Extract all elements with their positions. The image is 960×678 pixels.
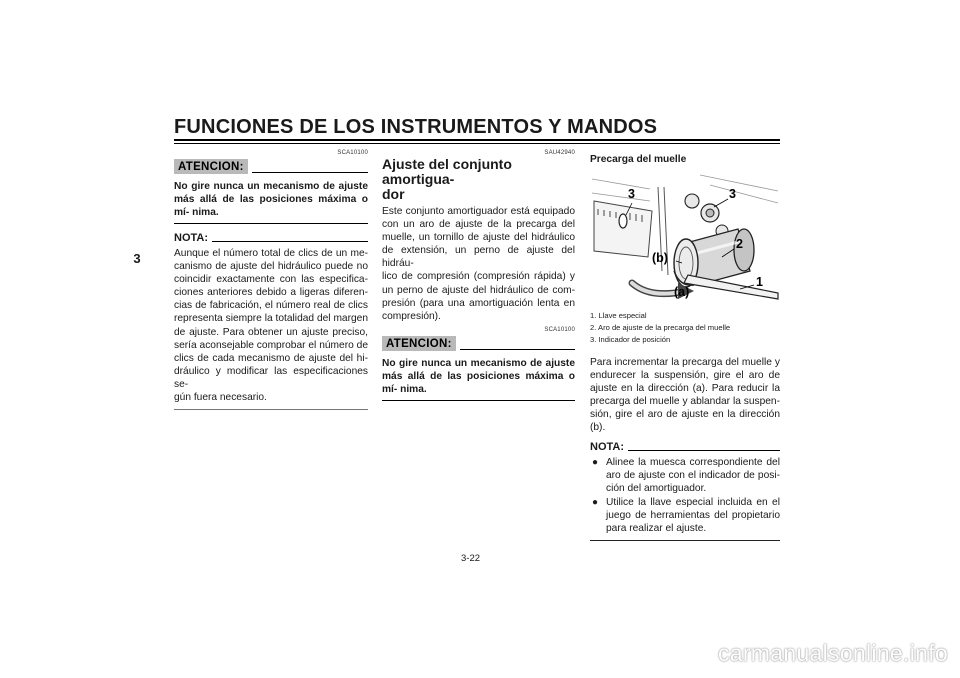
warning-text [174,180,368,219]
text-line: precarga del muelle y ablandar la suspen- [590,396,780,408]
column-3 [590,150,780,541]
callout-2: 2 [736,237,743,251]
text-line: ajuste en la dirección (a). Para reducir la [590,383,780,395]
nota-end-rule [590,540,780,541]
title-rule [174,139,780,141]
atencion-header [174,159,368,174]
warning-line: nima. [192,207,219,218]
nota-bullets [590,456,780,536]
text-line: Aunque el número total de clics de un me- [174,248,368,259]
chapter-number: 3 [133,251,141,266]
legend-item: 1. Llave especial [590,311,647,320]
figure-legend [590,310,780,346]
bullet-icon: ● [592,496,599,508]
nota-text [174,247,368,404]
text-line: para realizar el ajuste. [606,523,707,535]
section-code: SAU42940 [544,150,575,156]
shock-absorber-illustration [590,171,780,301]
atencion-badge: ATENCION: [382,336,456,351]
column-2 [382,150,575,401]
nota-rule [628,450,780,451]
text-line: juego de herramientas del propietario [606,509,780,521]
text-line: ción del amortiguador. [606,482,707,494]
nota-header [174,232,368,244]
text-line: Para incrementar la precarga del muelle y [590,357,780,368]
nota-header [590,441,780,453]
title-rule-thin [174,143,780,144]
bullet-icon: ● [592,456,599,468]
callout-b: (b) [652,251,668,265]
nota-label: NOTA: [590,440,625,453]
section-body [382,205,575,323]
text-line: lico de compresión (compresión rápida) y [382,271,575,283]
legend-item: 3. Indicador de posición [590,335,671,344]
nota-label: NOTA: [174,232,209,244]
spring-preload-figure [590,171,780,301]
legend-item: 2. Aro de ajuste de la precarga del muelle [590,323,731,332]
text-line: de ajuste. Para obtener un ajuste preciso, [174,326,368,338]
page-number: 3-22 [461,553,481,564]
warning-line: más allá de las posiciones máxima o mí- [174,194,368,218]
watermark: carmanualsonline.info [717,640,948,666]
text-line: aro de ajuste con el indicador de posi- [606,469,780,481]
text-line: coincidir exactamente con las especifica- [174,274,368,286]
text-line: de extensión, un perno de ajuste del hidráu- [382,245,575,270]
callout-a: (a) [674,285,690,299]
text-line: muelle, un tornillo de ajuste del hidráulico [382,232,575,244]
heading-line: Ajuste del conjunto amortigua- [382,156,512,187]
section-code: SCA10100 [544,326,575,333]
section-code: SCA10100 [337,150,368,156]
warning-end-rule [174,223,368,224]
text-line: presión (para una amortiguación lenta en [382,297,575,309]
text-line: representa siempre la totalidad del margen [174,313,368,325]
text-line: Este conjunto amortiguador está equipado [382,206,575,217]
nota-rule [212,241,368,242]
text-line: endurecer la suspensión, gire el aro de [590,370,780,382]
nota-end-rule [174,409,368,410]
text-line: con un aro de ajuste de la precarga del [382,219,575,231]
text-line: ciones anteriores debido a ligeras diferen- [174,287,368,299]
atencion-rule [252,172,368,173]
heading-line: dor [382,186,405,202]
subheading: Precarga del muelle [590,154,687,165]
warning-line: nima. [400,383,427,395]
preload-instructions [590,356,780,435]
text-line: Utilice la llave especial incluida en el [606,496,780,508]
text-line: dráulico y modificar las especificaciones se- [174,365,368,390]
atencion-header [382,336,575,351]
atencion-rule [460,349,575,350]
section-heading [382,157,575,202]
text-line: cias de fabricación, el número real de clics [174,300,368,312]
text-line: compresión). [382,310,441,322]
list-item [590,496,780,535]
page-title: FUNCIONES DE LOS INSTRUMENTOS Y MANDOS [174,116,658,138]
warning-text [382,357,575,396]
list-item [590,456,780,495]
text-line: canismo de ajuste del hidráulico puede no [174,261,368,273]
callout-3: 3 [729,187,736,201]
text-line: clics de cada mecanismo de ajuste del hi- [174,352,368,364]
text-line: un perno de ajuste del hidráulico de com- [382,284,575,296]
warning-end-rule [382,400,575,401]
warning-line: No gire nunca un mecanismo de ajuste [174,181,368,192]
warning-line: No gire nunca un mecanismo de ajuste [382,357,575,369]
column-1 [174,150,368,410]
text-line: sión, gire el aro de ajuste en la dirección (b). [590,409,780,434]
warning-line: más allá de las posiciones máxima o mí- [382,370,575,395]
atencion-badge: ATENCION: [174,159,248,174]
text-line: sería aconsejable comprobar el número de [174,339,368,351]
callout-1: 1 [756,275,763,289]
text-line: gún fuera necesario. [174,392,267,404]
text-line: Alinee la muesca correspondiente del [606,456,780,468]
callout-3: 3 [628,187,635,201]
